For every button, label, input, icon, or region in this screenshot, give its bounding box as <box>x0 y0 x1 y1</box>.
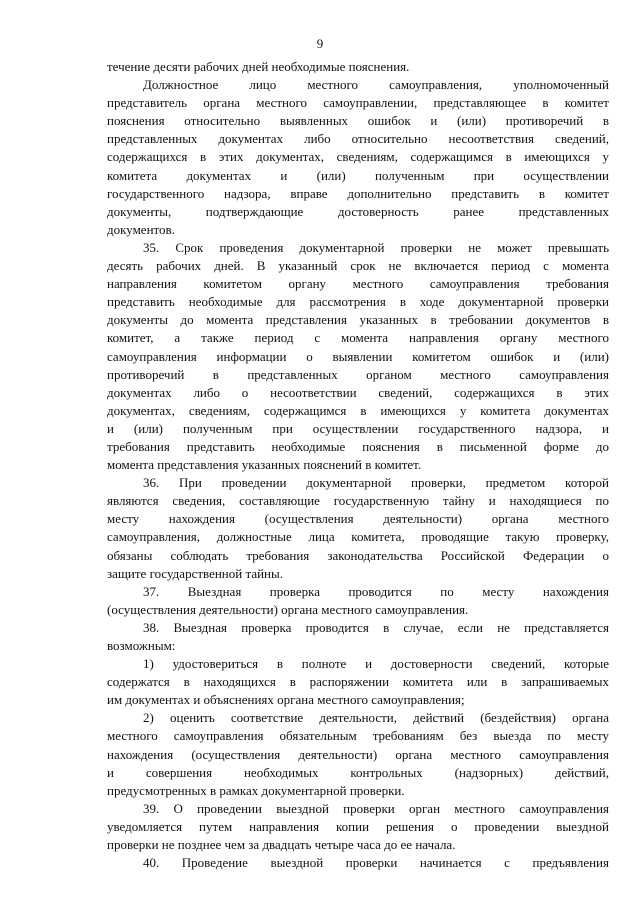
text-line: проверки не позднее чем за двадцать четыре часа до ее начала. <box>107 837 456 853</box>
text-line: являются сведения, составляющие государственную тайну и находящиеся по <box>107 493 609 509</box>
text-line: противоречий в представленных органом местного самоуправления <box>107 366 609 382</box>
text-line: содержащихся в этих документах, сведениям, содержащимся в имеющихся у <box>107 149 609 165</box>
text-line: содержатся в находящихся в распоряжении комитета или в запрашиваемых <box>107 674 609 690</box>
text-line: уведомляется путем направления копии решения о проведении выездной <box>107 818 609 834</box>
text-line: представитель органа местного самоуправлении, представляющее в комитет <box>107 95 609 111</box>
text-line: (осуществления деятельности) органа местного самоуправления. <box>107 601 469 617</box>
body-text <box>107 58 609 872</box>
text-line: защите государственной тайны. <box>107 565 283 581</box>
text-line: 38. Выездная проверка проводится в случае, если не представляется <box>143 619 609 635</box>
text-line: комитет, а также период с момента направления органу местного <box>107 330 609 346</box>
text-line: 39. О проведении выездной проверки орган местного самоуправления <box>143 800 609 816</box>
text-line: документах либо о несоответствии сведений, содержащихся в этих <box>107 384 609 400</box>
text-line: документы до момента представления указанных в требовании документов в <box>107 312 609 328</box>
text-line: течение десяти рабочих дней необходимые пояснения. <box>107 59 410 74</box>
text-line: требования представить необходимые пояснения в письменной форме до <box>107 438 609 454</box>
text-line: 1) удостовериться в полноте и достоверности сведений, которые <box>143 656 609 672</box>
text-line: и совершения необходимых контрольных (надзорных) действий, <box>107 764 609 780</box>
text-line: местного самоуправления обязательным требованиям без выезда по месту <box>107 728 609 744</box>
text-line: им документах и объяснениях органа местного самоуправления; <box>107 692 465 708</box>
text-line: пояснения относительно выявленных ошибок и (или) противоречий в <box>107 113 609 129</box>
text-line: представить необходимые для рассмотрения в ходе документарной проверки <box>107 294 609 310</box>
text-line: возможным: <box>107 638 176 653</box>
text-line: направления комитетом органу местного самоуправления требования <box>107 276 609 292</box>
text-line: 35. Срок проведения документарной проверки не может превышать <box>143 239 609 255</box>
text-line: комитета документах и (или) полученным при осуществлении <box>107 167 609 183</box>
page-number: 9 <box>316 36 324 51</box>
text-line: 37. Выездная проверка проводится по месту нахождения <box>143 583 609 599</box>
text-line: документах, сведениям, содержащимся в имеющихся у комитета документах <box>107 402 609 418</box>
text-line: государственного надзора, вправе дополнительно представить в комитет <box>107 185 609 201</box>
text-line: документы, подтверждающие достоверность ранее представленных <box>107 203 609 219</box>
text-line: самоуправления информации о выявлении комитетом ошибок и (или) <box>107 348 609 364</box>
text-line: 40. Проведение выездной проверки начинается с предъявления <box>143 855 609 871</box>
text-line: 2) оценить соответствие деятельности, действий (бездействия) органа <box>143 710 609 726</box>
text-line: месту нахождения (осуществления деятельности) органа местного <box>107 511 609 527</box>
text-line: предусмотренных в рамках документарной проверки. <box>107 782 405 798</box>
text-line: самоуправления, должностные лица комитета, проводящие такую проверку, <box>107 529 609 545</box>
text-line: момента представления указанных пояснений в комитет. <box>107 457 422 473</box>
text-line: и (или) полученным при осуществлении государственного надзора, и <box>107 420 609 436</box>
text-line: Должностное лицо местного самоуправления, уполномоченный <box>143 77 609 93</box>
text-line: 36. При проведении документарной проверки, предметом которой <box>143 475 609 491</box>
text-line: десять рабочих дней. В указанный срок не включается период с момента <box>107 258 609 274</box>
text-line: нахождения (осуществления деятельности) органа местного самоуправления <box>107 746 609 762</box>
text-line: представленных документах либо относительно несоответствия сведений, <box>107 131 609 147</box>
text-line: обязаны соблюдать требования законодательства Российской Федерации о <box>107 547 609 563</box>
text-line: документов. <box>107 221 175 237</box>
